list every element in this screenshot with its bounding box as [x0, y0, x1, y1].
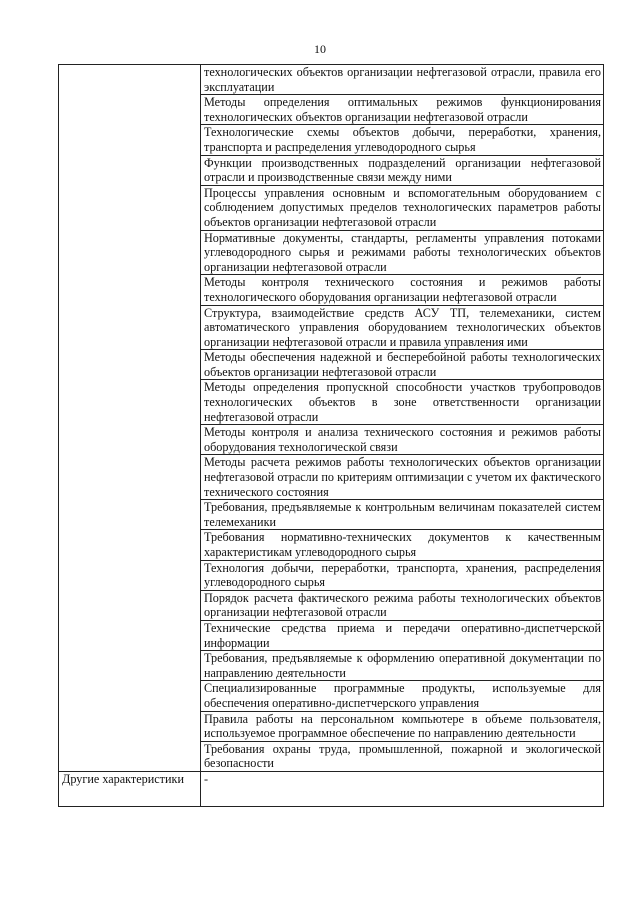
requirement-cell: Методы контроля технического состояния и режимов работы технологического оборудования организации нефтегазовой отрасли [201, 275, 604, 305]
requirement-cell: Методы контроля и анализа технического состояния и режимов работы оборудования технологической связи [201, 425, 604, 455]
requirement-cell: Методы определения пропускной способности участков трубопроводов технологических объектов в зоне ответственности организации нефтегазовой отрасли [201, 380, 604, 425]
page-number: 10 [314, 42, 326, 56]
requirement-cell: Методы определения оптимальных режимов функционирования технологических объектов организации нефтегазовой отрасли [201, 95, 604, 125]
requirement-cell: Методы расчета режимов работы технологических объектов организации нефтегазовой отрасли по критериям оптимизации с учетом их фактического технического состояния [201, 455, 604, 500]
requirement-cell: Требования нормативно-технических документов к качественным характеристикам углеводородного сырья [201, 530, 604, 560]
empty-label-cell [59, 65, 201, 772]
other-characteristics-row [59, 771, 604, 806]
requirement-cell: Методы обеспечения надежной и бесперебойной работы технологических объектов организации нефтегазовой отрасли [201, 350, 604, 380]
requirement-cell: Правила работы на персональном компьютере в объеме пользователя, используемое программное обеспечение по направлению деятельности [201, 711, 604, 741]
requirement-cell: Специализированные программные продукты, используемые для обеспечения оперативно-диспетчерского управления [201, 681, 604, 711]
requirement-cell: Порядок расчета фактического режима работы технологических объектов организации нефтегазовой отрасли [201, 590, 604, 620]
requirement-cell: Технология добычи, переработки, транспорта, хранения, распределения углеводородного сырья [201, 560, 604, 590]
requirement-cell: Функции производственных подразделений организации нефтегазовой отрасли и производственные связи между ними [201, 155, 604, 185]
requirement-cell: Требования, предъявляемые к оформлению оперативной документации по направлению деятельности [201, 651, 604, 681]
requirement-cell: Требования, предъявляемые к контрольным величинам показателей систем телемеханики [201, 500, 604, 530]
requirement-cell: технологических объектов организации нефтегазовой отрасли, правила его эксплуатации [201, 65, 604, 95]
requirement-cell: Процессы управления основным и вспомогательным оборудованием с соблюдением допустимых пределов технологических параметров работы объектов организации нефтегазовой отрасли [201, 185, 604, 230]
other-characteristics-label: Другие характеристики [59, 771, 201, 806]
table-body [59, 65, 604, 807]
knowledge-table [58, 64, 604, 807]
requirement-cell: Требования охраны труда, промышленной, пожарной и экологической безопасности [201, 741, 604, 771]
requirement-cell: Структура, взаимодействие средств АСУ ТП, телемеханики, систем автоматического управления оборудованием технологических объектов организации нефтегазовой отрасли и правила управления ими [201, 305, 604, 350]
requirement-cell: Технические средства приема и передачи оперативно-диспетчерской информации [201, 620, 604, 650]
table-row [59, 65, 604, 95]
other-characteristics-value: - [201, 771, 604, 806]
requirement-cell: Технологические схемы объектов добычи, переработки, хранения, транспорта и распределения углеводородного сырья [201, 125, 604, 155]
requirement-cell: Нормативные документы, стандарты, регламенты управления потоками углеводородного сырья и режимами работы технологических объектов организации нефтегазовой отрасли [201, 230, 604, 275]
